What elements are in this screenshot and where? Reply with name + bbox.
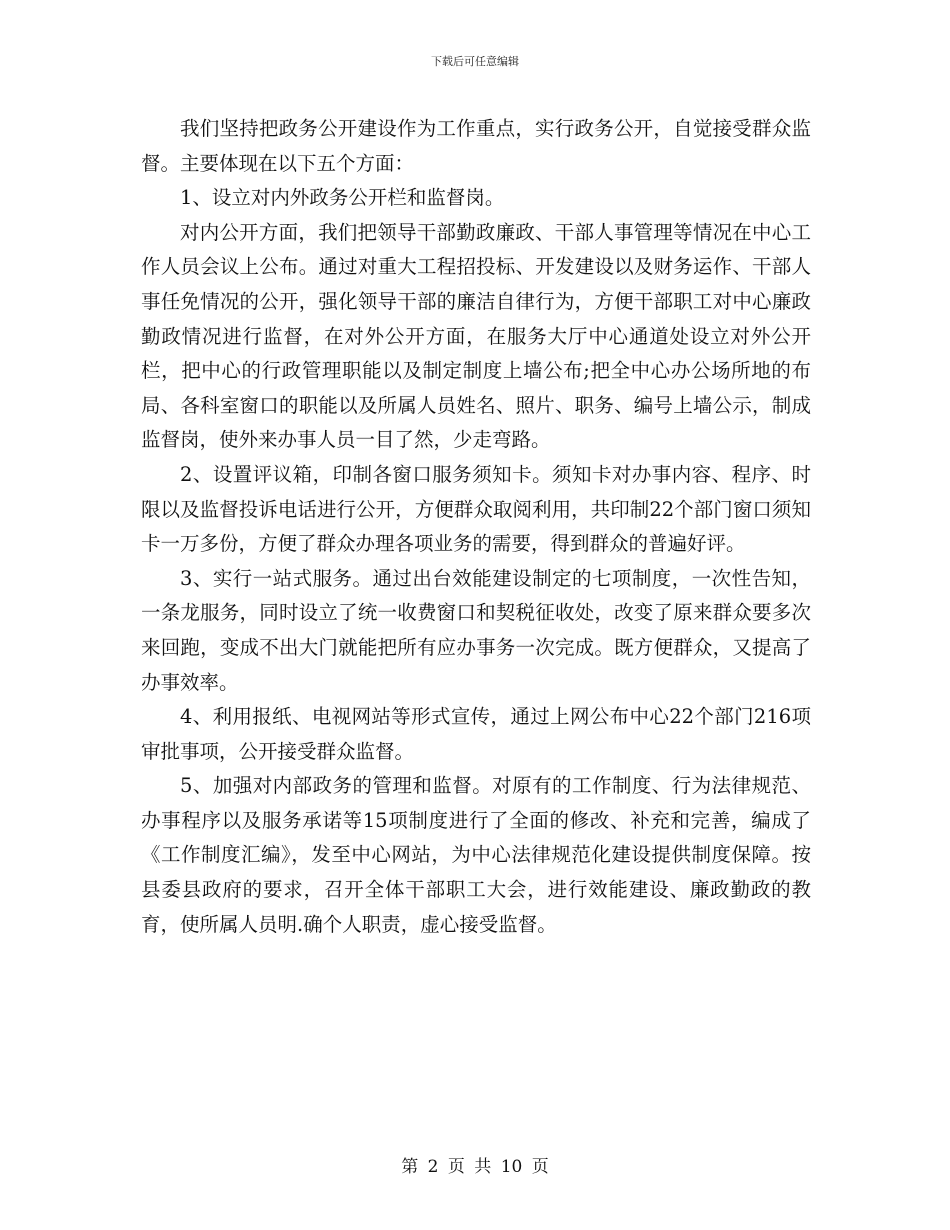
paragraph-item-4: 4、利用报纸、电视网站等形式宣传，通过上网公布中心22个部门216项审批事项，公开接受群众监督。 [141, 705, 811, 763]
document-body [141, 112, 811, 942]
paragraph-item-2: 2、设置评议箱，印制各窗口服务须知卡。须知卡对办事内容、程序、时限以及监督投诉电话进行公开，方便群众取阅利用，共印制22个部门窗口须知卡一万多份，方便了群众办理各项业务的需要，得到群众的普遍好评。 [141, 462, 811, 556]
paragraph-item-1-detail: 对内公开方面，我们把领导干部勤政廉政、干部人事管理等情况在中心工作人员会议上公布。通过对重大工程招投标、开发建设以及财务运作、干部人事任免情况的公开，强化领导干部的廉洁自律行为，方便干部职工对中心廉政勤政情况进行监督，在对外公开方面，在服务大厅中心通道处设立对外公开栏，把中心的行政管理职能以及制定制度上墙公布;把全中心办公场所地的布局、各科室窗口的职能以及所属人员姓名、照片、职务、编号上墙公示，制成监督岗，使外来办事人员一目了然，少走弯路。 [141, 220, 811, 452]
paragraph-item-3: 3、实行一站式服务。通过出台效能建设制定的七项制度，一次性告知，一条龙服务，同时设立了统一收费窗口和契税征收处，改变了原来群众要多次来回跑，变成不出大门就能把所有应办事务一次完成。既方便群众，又提高了办事效率。 [141, 566, 811, 694]
page-header-note: 下载后可任意编辑 [431, 55, 519, 68]
paragraph-item-1-heading: 1、设立对内外政务公开栏和监督岗。 [180, 186, 505, 210]
page-number: 第 2 页 共 10 页 [401, 1157, 549, 1177]
paragraph-intro: 我们坚持把政务公开建设作为工作重点，实行政务公开，自觉接受群众监督。主要体现在以下五个方面： [141, 117, 811, 175]
paragraph-item-5: 5、加强对内部政务的管理和监督。对原有的工作制度、行为法律规范、办事程序以及服务承诺等15项制度进行了全面的修改、补充和完善，编成了《工作制度汇编》，发至中心网站，为中心法律规范化建设提供制度保障。按县委县政府的要求，召开全体干部职工大会，进行效能建设、廉政勤政的教育，使所属人员明.确个人职责，虚心接受监督。 [141, 774, 811, 936]
